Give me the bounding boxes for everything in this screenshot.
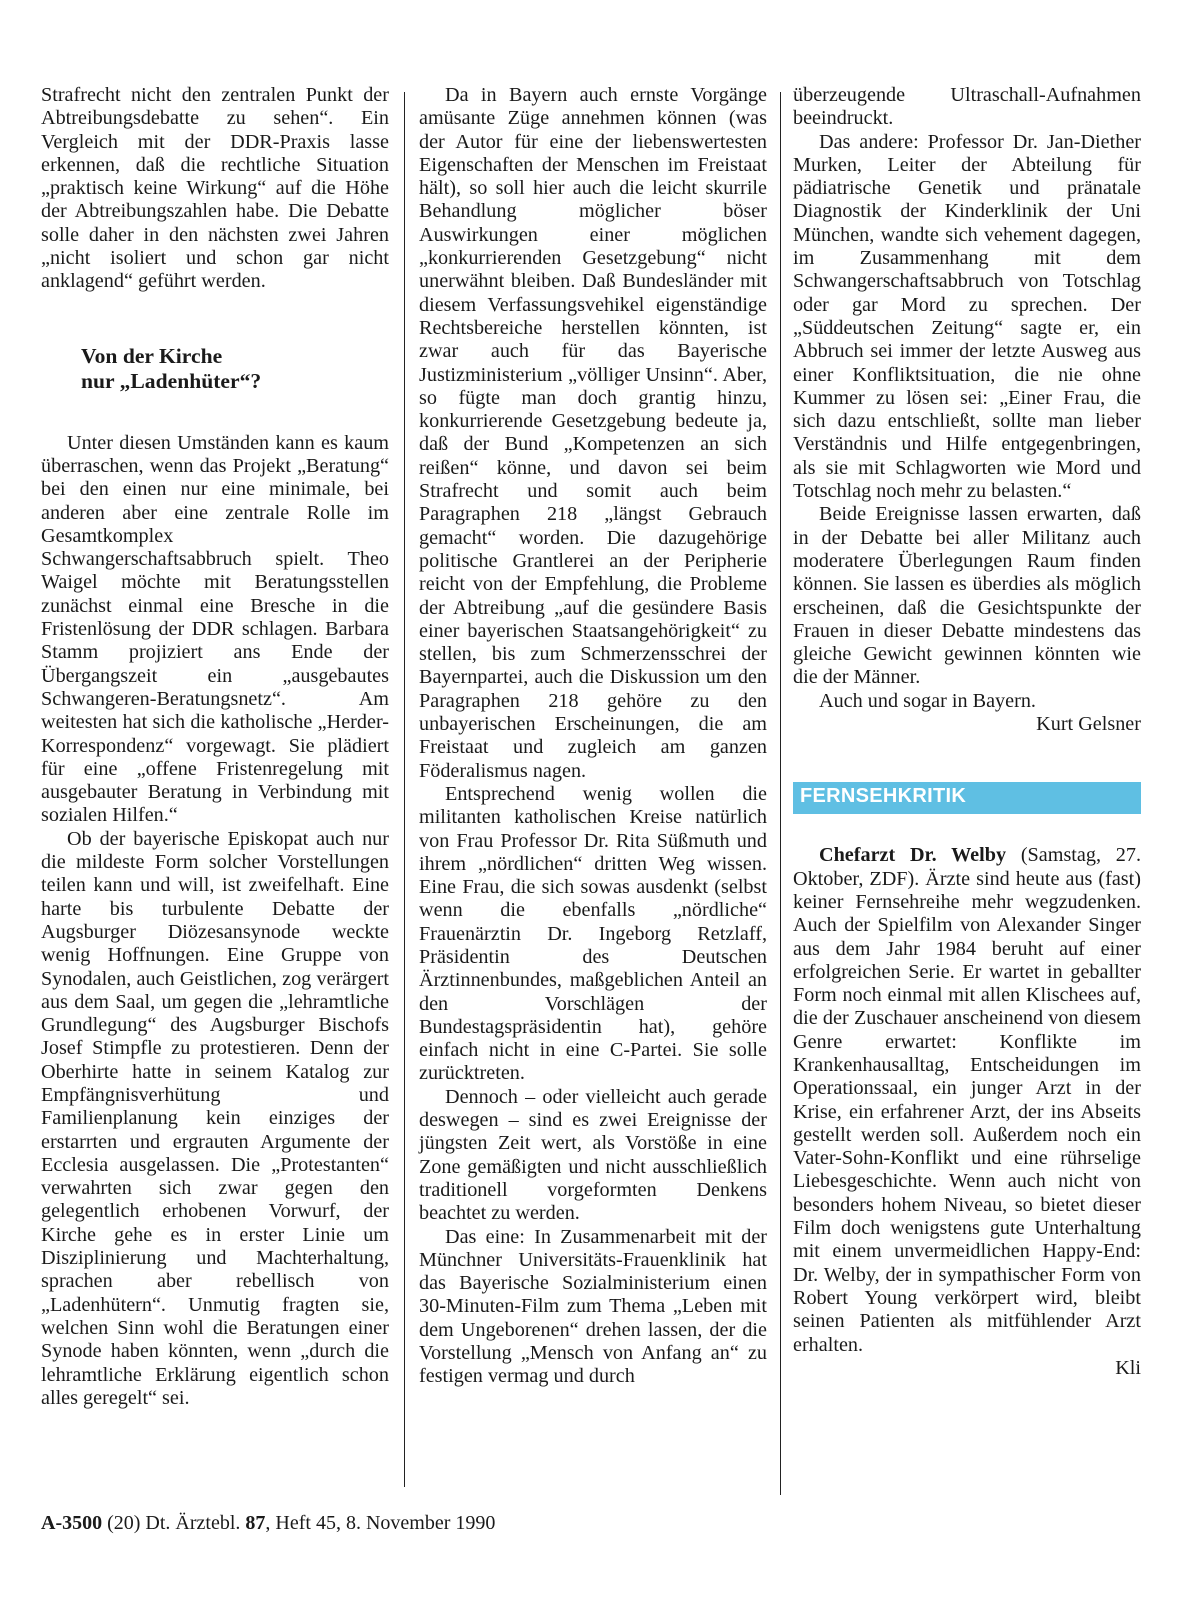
paragraph: Strafrecht nicht den zentralen Punkt der Abtreibungsdebatte zu sehen“. Ein Vergleich mit der DDR-Praxis lasse erkennen, daß die rechtliche Situation „praktisch keine Wirkung“ auf die Höhe der Abtreibungszahlen habe. Die Debatte solle daher in den nächsten zwei Jahren „nicht isoliert und schon gar nicht anklagend“ geführt werden. (41, 84, 389, 293)
article-column-1 (41, 84, 389, 1410)
section-band-fernsehkritik (793, 782, 1141, 814)
article-column-2 (419, 84, 767, 1389)
paragraph: Unter diesen Umständen kann es kaum überraschen, wenn das Projekt „Beratung“ bei den einen nur eine minimale, bei anderen aber eine zentrale Rolle im Gesamtkomplex Schwangerschaftsabbruch spielt. Theo Waigel möchte mit Beratungsstellen zunächst einmal eine Bresche in die Fristenlösung der DDR schlagen. Barbara Stamm projiziert ans Ende der Übergangszeit ein „ausgebautes Schwangeren-Beratungsnetz“. Am weitesten hat sich die katholische „Herder-Korrespondenz“ vorgewagt. Sie plädiert für eine „offene Fristenregelung mit ausgebauter Beratung in Verbindung mit sozialen Hilfen.“ (41, 431, 389, 827)
subheading-line: nur „Ladenhüter“? (81, 368, 262, 393)
review-author: Kli (1115, 1356, 1141, 1379)
footer-issue: , Heft 45, 8. November 1990 (265, 1512, 496, 1534)
section-label: FERNSEHKRITIK (800, 785, 967, 808)
paragraph: Das eine: In Zusammenarbeit mit der Münchner Universitäts-Frauenklinik hat das Bayerische Sozialministerium einen 30-Minuten-Film zum Thema „Leben mit dem Ungeborenen“ drehen lassen, der die Vorstellung „Mensch von Anfang an“ zu festigen vermag und durch (419, 1225, 767, 1388)
author-signature: Kurt Gelsner (1036, 713, 1141, 736)
column-rule-right (780, 92, 781, 1495)
article-column-3 (793, 84, 1141, 1380)
paragraph: Auch und sogar in Bayern. (819, 689, 1036, 712)
column-rule-left (404, 92, 405, 1487)
paragraph: Beide Ereignisse lassen erwarten, daß in der Debatte bei aller Militanz auch moderatere Überlegungen Raum finden können. Sie lassen es überdies als möglich erscheinen, daß die Gesichtspunkte der Frauen in dieser Debatte mindestens das gleiche Gewicht gewinnen könnten wie die der Männer. (793, 503, 1141, 689)
review-title: Chefarzt Dr. Welby (819, 844, 1007, 867)
page-number: A-3500 (41, 1512, 103, 1534)
paragraph: Dennoch – oder vielleicht auch gerade deswegen – sind es zwei Ereignisse der jüngsten Zeit wert, als Vorstöße in eine Zone gemäßigten und nicht ausschließlich traditionell vorgeformten Denkens beachtet zu werden. (419, 1085, 767, 1225)
paragraph: Ob der bayerische Episkopat auch nur die mildeste Form solcher Vorstellungen teilen kann und will, ist zweifelhaft. Eine harte bis turbulente Debatte der Augsburger Diözesansynode weckte wenig Hoffnungen. Eine Gruppe von Synodalen, auch Geistlichen, zog verärgert aus dem Saal, um gegen die „lehramtliche Grundlegung“ des Augsburger Bischofs Josef Stimpfle zu protestieren. Denn der Oberhirte hatte in seinem Katalog zur Empfängnisverhütung und Familienplanung kein einziges der erstarrten und ergrauten Argumente der Ecclesia ausgelassen. Die „Protestanten“ verwahrten sich zwar gegen den gelegentlich erhobenen Vorwurf, der Kirche gehe es in erster Linie um Disziplinierung und Machterhaltung, sprachen aber rebellisch von „Ladenhütern“. Unmutig fragten sie, welchen Sinn wohl die Beratungen einer Synode haben könnten, wenn „durch die lehramtliche Erklärung eigentlich schon alles geregelt“ sei. (41, 827, 389, 1409)
paragraph: Da in Bayern auch ernste Vorgänge amüsante Züge annehmen können (was der Autor für eine der liebenswertesten Eigenschaften der Menschen im Freistaat hält), so soll hier auch die leicht skurrile Behandlung möglicher böser Auswirkungen einer möglichen „konkurrierenden Gesetzgebung“ nicht unerwähnt bleiben. Daß Bundesländer mit diesem Verfassungsvehikel eigenständige Rechtsbereiche herstellen könnten, ist zwar auch für das Bayerische Justizministerium „völliger Unsinn“. Aber, so fügte man doch grantig hinzu, konkurrierende Gesetzgebung bedeute ja, daß der Bund „Kompetenzen an sich reißen“ könne, und davon sei beim Strafrecht und somit auch beim Paragraphen 218 „längst Gebrauch gemacht“ worden. Die dazugehörige politische Grantlerei an der Peripherie reicht von der Empfehlung, die Probleme der Abtreibung „auf die gesündere Basis einer bayerischen Staatsangehörigkeit“ zu stellen, bis zum Schmerzensschrei der Bayernpartei, auch die Diskussion um den Paragraphen 218 gehöre zu den unbayerischen Erscheinungen, die am Freistaat und zugleich am ganzen Föderalismus nagen. (419, 84, 767, 782)
page-footer (41, 1511, 495, 1535)
footer-volume: 87 (245, 1512, 266, 1534)
paragraph: Das andere: Professor Dr. Jan-Diether Murken, Leiter der Abteilung für pädiatrische Genetik und pränatale Diagnostik der Kinderklinik der Uni München, wandte sich vehement dagegen, im Zusammenhang mit dem Schwangerschaftsabbruch von Totschlag oder gar Mord zu sprechen. Der „Süddeutschen Zeitung“ sagte er, ein Abbruch sei immer der letzte Ausweg aus einer Konfliktsituation, die nie ohne Kummer zu lösen sei: „Einer Frau, die sich dazu entschließt, sollte man lieber Verständnis und Hilfe entgegenbringen, als sie mit Schlagworten wie Mord und Totschlag noch mehr zu belasten.“ (793, 130, 1141, 503)
paragraph: überzeugende Ultraschall-Aufnahmen beeindruckt. (793, 84, 1141, 130)
review-text: (Samstag, 27. Oktober, ZDF). Ärzte sind heute aus (fast) keiner Fernsehreihe mehr wegzudenken. Auch der Spielfilm von Alexander Singer aus dem Jahr 1984 beruht auf einer erfolgreichen Serie. Er wartet in geballter Form noch einmal mit allen Klischees auf, die der Zuschauer anscheinend von diesem Genre erwartet: Konflikte im Krankenhausalltag, Entscheidungen im Operationssaal, ein junger Arzt in der Krise, ein erfahrener Arzt, der ins Abseits gestellt werden soll. Außerdem noch ein Vater-Sohn-Konflikt und eine rührselige Liebesgeschichte. Wenn auch nicht von besonders hohem Niveau, so bietet dieser Film doch wenigstens gute Unterhaltung mit einem unvermeidlichen Happy-End: Dr. Welby, der in sympathischer Form von Robert Young verkörpert wird, bleibt seinen Patienten als mitfühlender Arzt erhalten. (793, 844, 1141, 1356)
review-paragraph (793, 844, 1141, 1357)
paragraph: Entsprechend wenig wollen die militanten katholischen Kreise natürlich von Frau Professor Dr. Rita Süßmuth und ihrem „nördlichen“ dritten Weg wissen. Eine Frau, die sich sowas ausdenkt (selbst wenn die ebenfalls „nördliche“ Frauenärztin Dr. Ingeborg Retzlaff, Präsidentin des Deutschen Ärztinnenbundes, maßgeblichen Anteil an den Vorschlägen der Bundestagspräsidentin hat), gehöre einfach nicht in eine C-Partei. Sie solle zurücktreten. (419, 782, 767, 1085)
footer-journal: (20) Dt. Ärztebl. (102, 1512, 246, 1534)
subheading (81, 344, 389, 394)
subheading-line: Von der Kirche (81, 343, 223, 368)
